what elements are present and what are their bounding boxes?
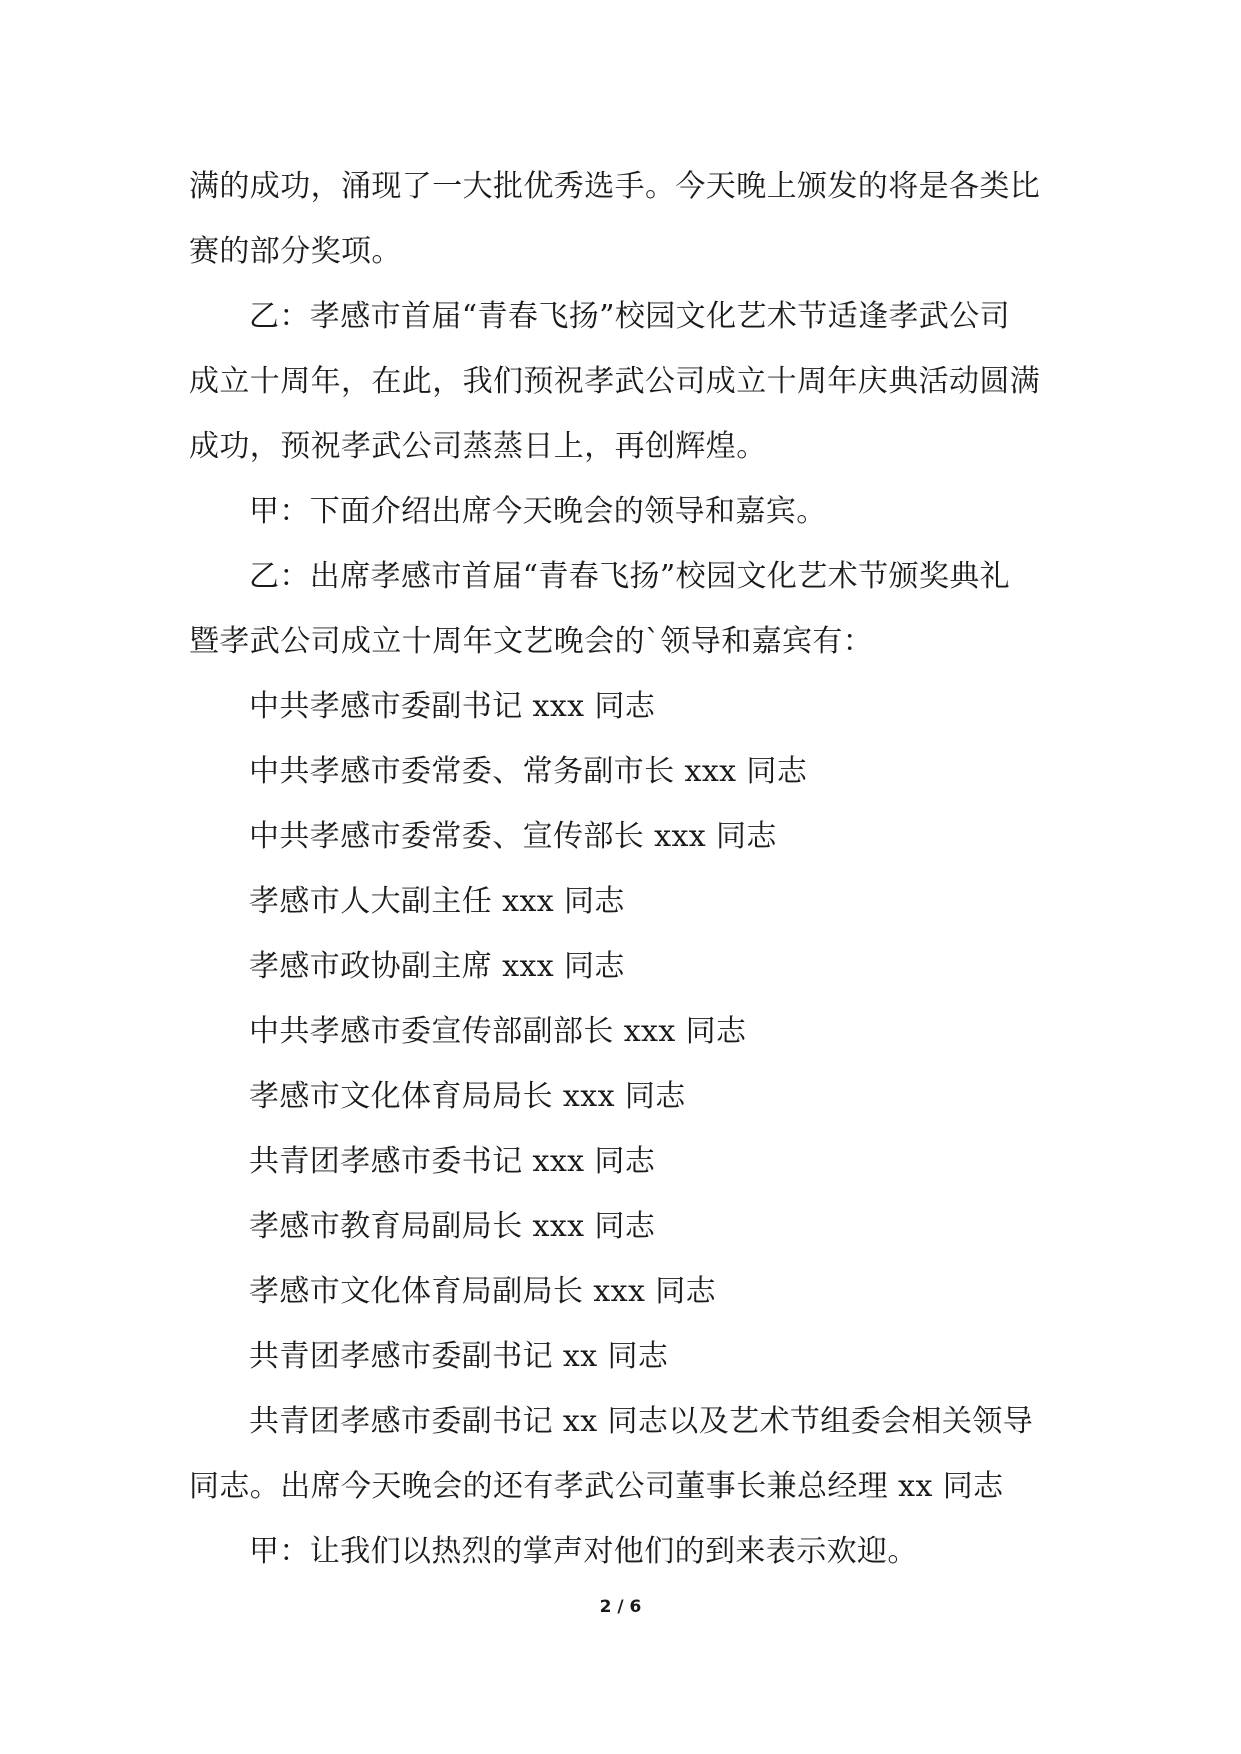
paragraph-start-line: 共青团孝感市委副书记 xx 同志以及艺术节组委会相关领导 [249, 1404, 1034, 1439]
text-line: 成功，预祝孝武公司蒸蒸日上，再创辉煌。 [189, 429, 767, 464]
document-body [189, 154, 1059, 1584]
text-line: 成立十周年，在此，我们预祝孝武公司成立十周年庆典活动圆满 [189, 364, 1041, 399]
guest-list-item: 中共孝感市委副书记 xxx 同志 [249, 689, 656, 724]
page-number: 2 / 6 [599, 1597, 642, 1617]
guest-list-item: 中共孝感市委常委、常务副市长 xxx 同志 [249, 754, 808, 789]
paragraph-start-line: 乙：孝感市首届“青春飞扬”校园文化艺术节适逢孝武公司 [249, 299, 1011, 334]
guest-list-item: 孝感市文化体育局副局长 xxx 同志 [249, 1274, 717, 1309]
guest-list-item: 共青团孝感市委书记 xxx 同志 [249, 1144, 656, 1179]
text-line: 同志。出席今天晚会的还有孝武公司董事长兼总经理 xx 同志 [189, 1469, 1004, 1504]
guest-list-item: 孝感市教育局副局长 xxx 同志 [249, 1209, 656, 1244]
text-line: 暨孝武公司成立十周年文艺晚会的`领导和嘉宾有： [189, 624, 874, 659]
text-line: 赛的部分奖项。 [189, 234, 402, 269]
guest-list-item: 共青团孝感市委副书记 xx 同志 [249, 1339, 669, 1374]
paragraph-start-line: 甲：下面介绍出席今天晚会的领导和嘉宾。 [249, 494, 827, 529]
guest-list-item: 孝感市政协副主席 xxx 同志 [249, 949, 625, 984]
guest-list-item: 孝感市文化体育局局长 xxx 同志 [249, 1079, 686, 1114]
guest-list-item: 孝感市人大副主任 xxx 同志 [249, 884, 625, 919]
guest-list-item: 中共孝感市委常委、宣传部长 xxx 同志 [249, 819, 777, 854]
paragraph-start-line: 甲：让我们以热烈的掌声对他们的到来表示欢迎。 [249, 1534, 918, 1569]
paragraph-start-line: 乙：出席孝感市首届“青春飞扬”校园文化艺术节颁奖典礼 [249, 559, 1011, 594]
guest-list-item: 中共孝感市委宣传部副部长 xxx 同志 [249, 1014, 747, 1049]
text-line: 满的成功，涌现了一大批优秀选手。今天晚上颁发的将是各类比 [189, 169, 1041, 204]
